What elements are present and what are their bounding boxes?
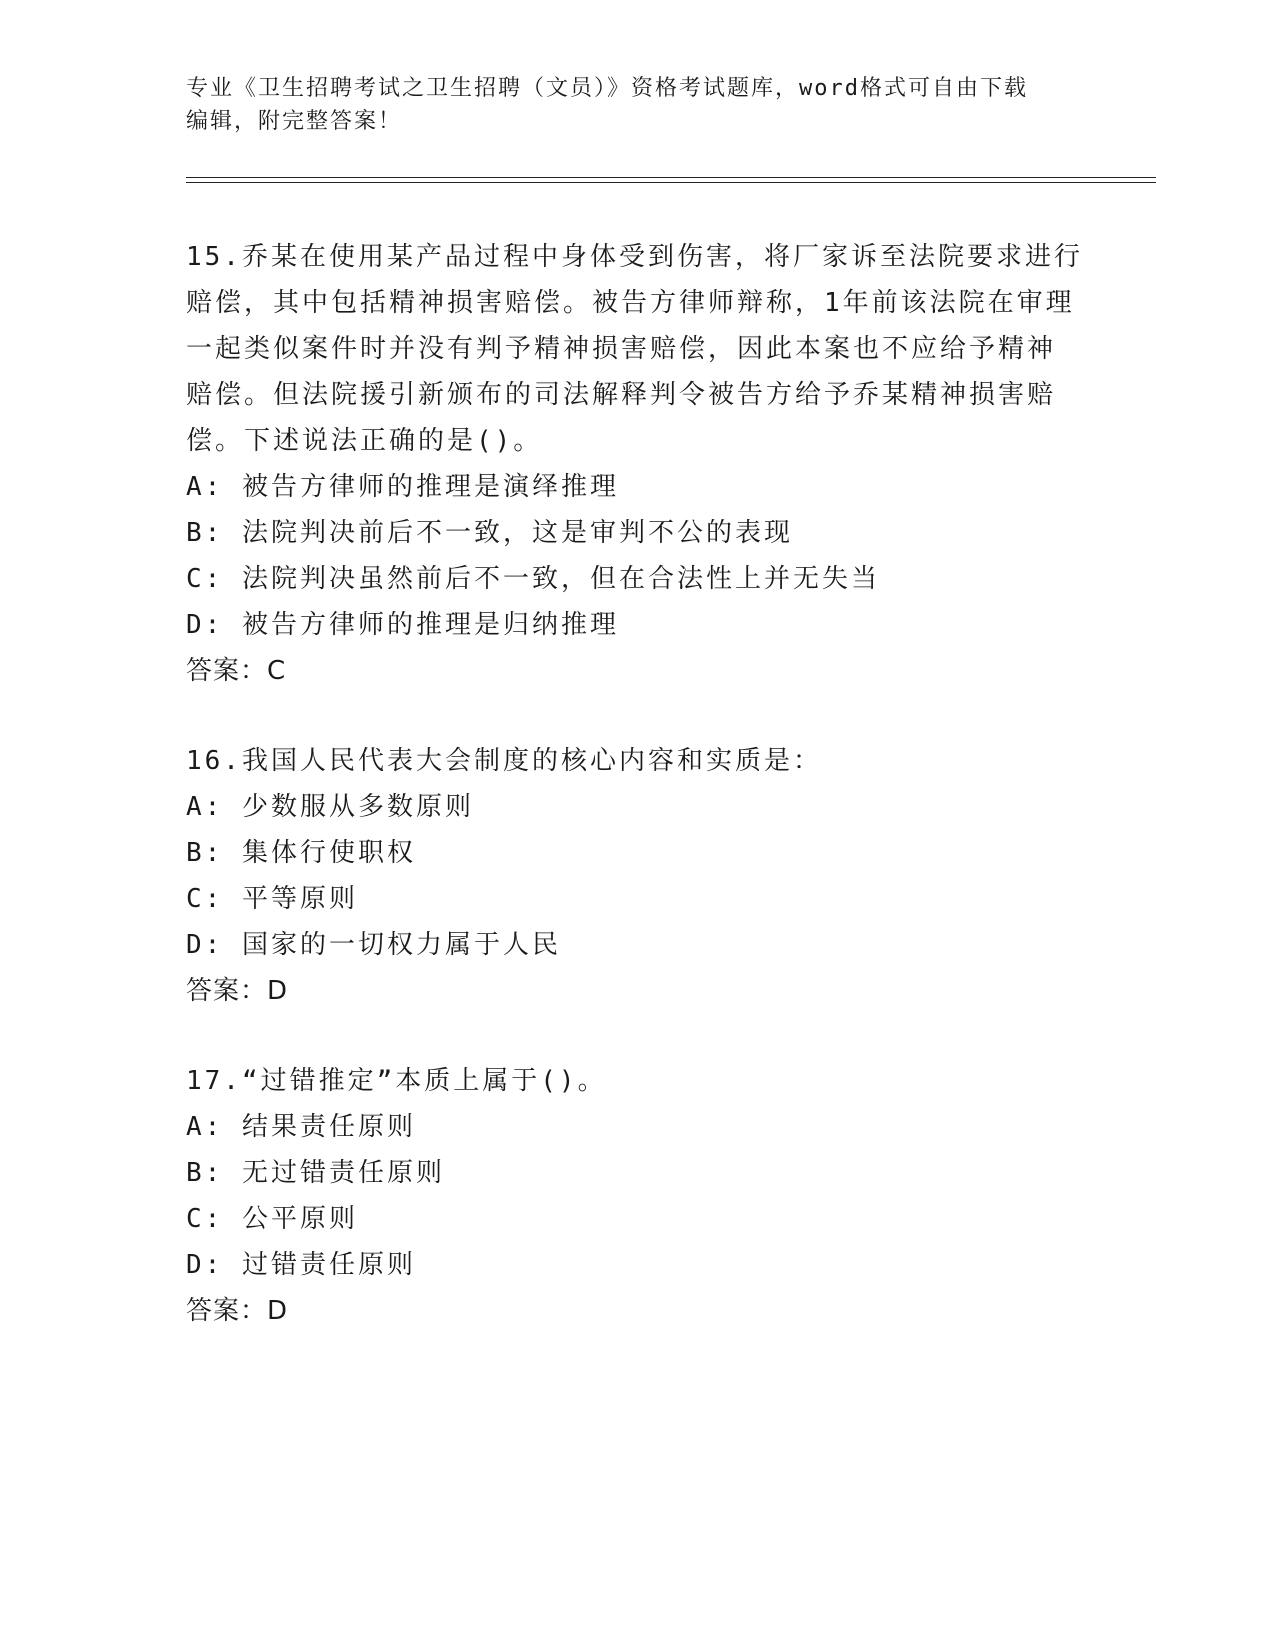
option-a: A: 结果责任原则 <box>186 1112 416 1142</box>
question-stem-line: 16.我国人民代表大会制度的核心内容和实质是： <box>186 746 822 776</box>
option-c: C: 法院判决虽然前后不一致，但在合法性上并无失当 <box>186 564 880 594</box>
document-header <box>186 72 1086 138</box>
option-b: B: 集体行使职权 <box>186 838 416 868</box>
question-16 <box>186 738 1086 1014</box>
option-b: B: 法院判决前后不一致，这是审判不公的表现 <box>186 518 793 548</box>
header-divider-bottom <box>186 182 1156 183</box>
option-d: D: 过错责任原则 <box>186 1250 416 1280</box>
option-d: D: 国家的一切权力属于人民 <box>186 930 561 960</box>
option-d: D: 被告方律师的推理是归纳推理 <box>186 610 619 640</box>
question-stem-line: 一起类似案件时并没有判予精神损害赔偿，因此本案也不应给予精神 <box>186 334 1057 364</box>
question-stem-line: 偿。下述说法正确的是()。 <box>186 426 543 456</box>
option-a: A: 少数服从多数原则 <box>186 792 474 822</box>
header-line-1: 专业《卫生招聘考试之卫生招聘（文员）》资格考试题库，word格式可自由下载 <box>186 76 1028 101</box>
question-15 <box>186 234 1086 694</box>
question-17 <box>186 1058 1086 1334</box>
answer: 答案：D <box>186 976 289 1006</box>
question-stem-line: 赔偿，其中包括精神损害赔偿。被告方律师辩称，1年前该法院在审理 <box>186 288 1075 318</box>
question-stem-line: 赔偿。但法院援引新颁布的司法解释判令被告方给予乔某精神损害赔 <box>186 380 1057 410</box>
option-c: C: 平等原则 <box>186 884 358 914</box>
header-line-2: 编辑，附完整答案！ <box>186 109 403 134</box>
header-divider-top <box>186 177 1156 178</box>
question-stem-line: 17.“过错推定”本质上属于()。 <box>186 1066 607 1096</box>
answer: 答案：D <box>186 1296 289 1326</box>
option-c: C: 公平原则 <box>186 1204 358 1234</box>
option-a: A: 被告方律师的推理是演绎推理 <box>186 472 619 502</box>
question-stem-line: 15.乔某在使用某产品过程中身体受到伤害，将厂家诉至法院要求进行 <box>186 242 1083 272</box>
option-b: B: 无过错责任原则 <box>186 1158 445 1188</box>
answer: 答案：C <box>186 656 287 686</box>
